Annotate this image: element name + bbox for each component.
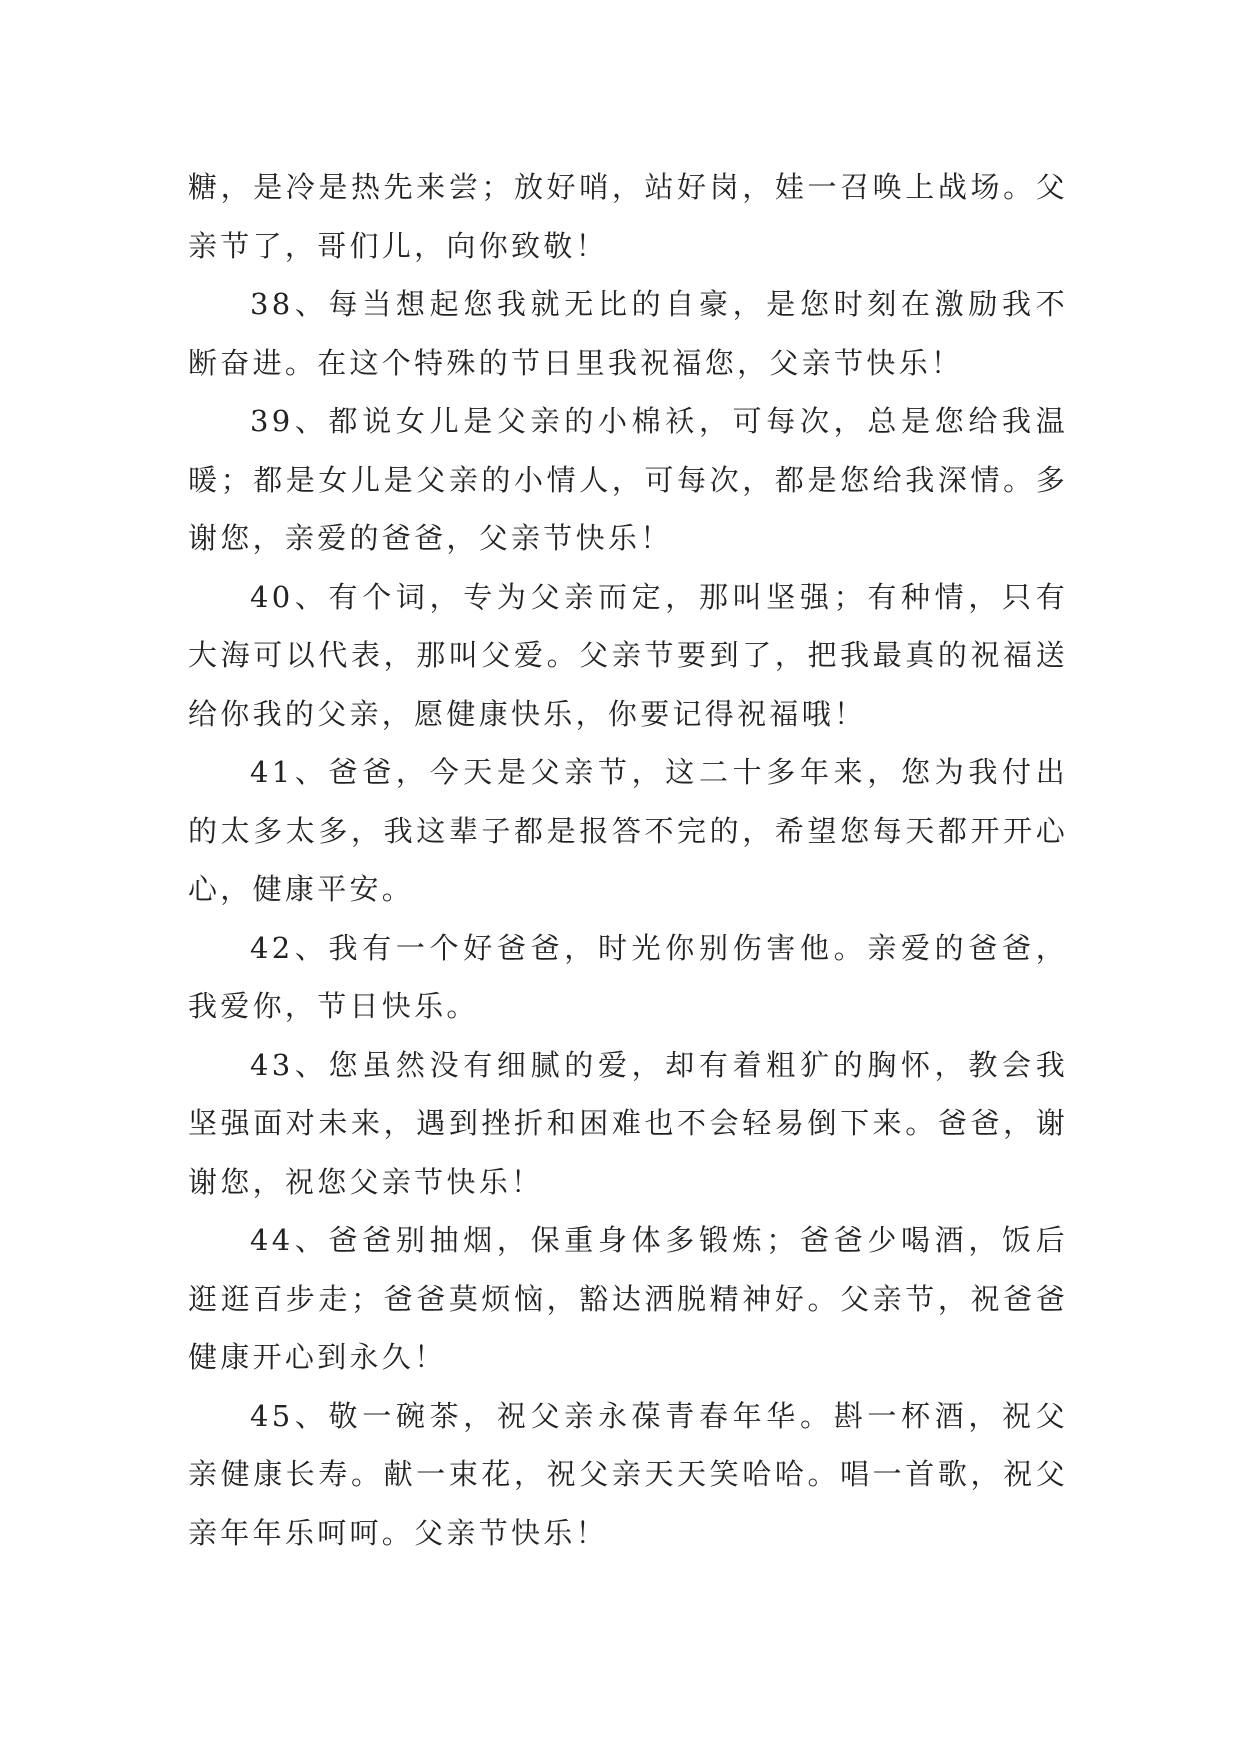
- paragraph-43: 43、您虽然没有细腻的爱，却有着粗犷的胸怀，教会我坚强面对未来，遇到挫折和困难也不会轻易倒下来。爸爸，谢谢您，祝您父亲节快乐！: [188, 1047, 1068, 1199]
- paragraph-38: 38、每当想起您我就无比的自豪，是您时刻在激励我不断奋进。在这个特殊的节日里我祝福您，父亲节快乐！: [188, 287, 1068, 380]
- paragraph-39: 39、都说女儿是父亲的小棉袄，可每次，总是您给我温暖；都是女儿是父亲的小情人，可每次，都是您给我深情。多谢您，亲爱的爸爸，父亲节快乐！: [188, 404, 1068, 555]
- document-body: [188, 158, 1068, 1562]
- paragraph-44: 44、爸爸别抽烟，保重身体多锻炼；爸爸少喝酒，饭后逛逛百步走；爸爸莫烦恼，豁达洒脱精神好。父亲节，祝爸爸健康开心到永久！: [188, 1223, 1068, 1374]
- paragraph-40: 40、有个词，专为父亲而定，那叫坚强；有种情，只有大海可以代表，那叫父爱。父亲节要到了，把我最真的祝福送给你我的父亲，愿健康快乐，你要记得祝福哦！: [188, 579, 1068, 731]
- paragraph-42: 42、我有一个好爸爸，时光你别伤害他。亲爱的爸爸，我爱你，节日快乐。: [188, 930, 1068, 1023]
- paragraph-continuation: 糖，是冷是热先来尝；放好哨，站好岗，娃一召唤上战场。父亲节了，哥们儿，向你致敬！: [188, 170, 1068, 263]
- paragraph-45: 45、敬一碗茶，祝父亲永葆青春年华。斟一杯酒，祝父亲健康长寿。献一束花，祝父亲天天笑哈哈。唱一首歌，祝父亲年年乐呵呵。父亲节快乐！: [188, 1398, 1068, 1550]
- paragraph-41: 41、爸爸，今天是父亲节，这二十多年来，您为我付出的太多太多，我这辈子都是报答不完的，希望您每天都开开心心，健康平安。: [188, 755, 1068, 906]
